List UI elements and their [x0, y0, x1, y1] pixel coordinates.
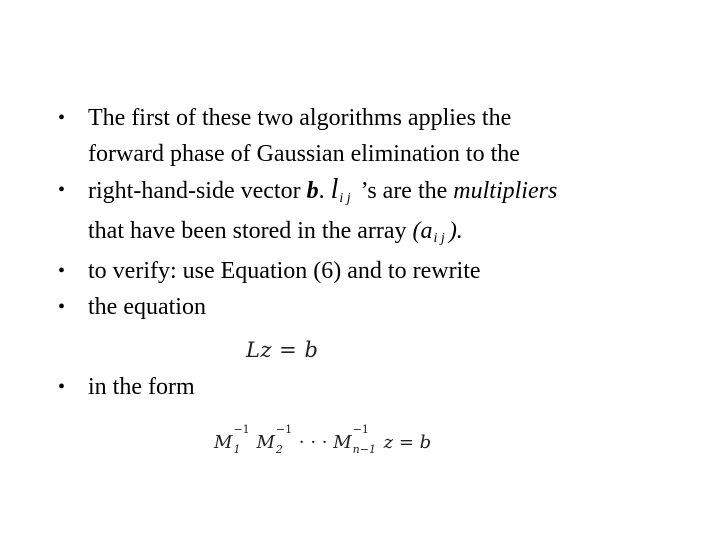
bullet-1-line-1: The first of these two algorithms applies the	[88, 105, 512, 131]
bullet-1-line-2: forward phase of Gaussian elimination to the	[88, 141, 520, 167]
bullet-dot: •	[58, 179, 66, 201]
l-subscript: i j	[339, 191, 351, 206]
bullet-item-5	[58, 369, 678, 405]
bullet-5-text: in the form	[88, 374, 195, 400]
bullet-2-text-c: ’s are the	[354, 178, 454, 204]
l-symbol: l	[330, 174, 339, 205]
array-open: (a	[412, 218, 433, 244]
bullet-2-text-b: .	[318, 178, 331, 204]
equation-lz-equals-b: Lz = b	[246, 338, 319, 362]
m1-subscript: 1	[233, 443, 241, 456]
multipliers-emphasis: multipliers	[453, 178, 558, 204]
ellipsis: · · ·	[298, 432, 328, 453]
bullet-dot: •	[58, 107, 66, 129]
array-subscript: i j	[433, 231, 445, 246]
mn-subscript: n−1	[352, 443, 376, 456]
m1-letter: M	[214, 432, 233, 453]
mn-inverse	[333, 423, 376, 456]
m2-inverse	[256, 423, 293, 456]
m2-subscript: 2	[275, 443, 283, 456]
bullet-item-4	[58, 289, 678, 325]
bullet-item-3	[58, 253, 678, 289]
bullet-3-text: to verify: use Equation (6) and to rewrite	[88, 258, 481, 284]
m1-superscript: −1	[233, 423, 250, 436]
mn-superscript: −1	[352, 423, 369, 436]
m1-inverse	[214, 423, 250, 456]
bullet-2-line-2: that have been stored in the array	[88, 218, 413, 244]
bullet-2-text-a: right-hand-side vector	[88, 178, 307, 204]
bullet-dot: •	[58, 296, 66, 318]
m2-superscript: −1	[275, 423, 293, 436]
bullet-list	[58, 100, 678, 405]
bullet-4-text: the equation	[88, 294, 206, 320]
equation-inverse-product	[214, 423, 432, 456]
m2-letter: M	[256, 432, 275, 453]
equation-rest: z = b	[383, 432, 432, 453]
vector-b-symbol: b	[306, 178, 319, 204]
bullet-item-2	[58, 172, 678, 253]
bullet-item-1	[58, 100, 678, 172]
bullet-dot: •	[58, 260, 66, 282]
spacer	[58, 325, 678, 369]
array-close: ).	[448, 218, 463, 244]
bullet-dot: •	[58, 376, 66, 398]
mn-letter: M	[333, 432, 352, 453]
